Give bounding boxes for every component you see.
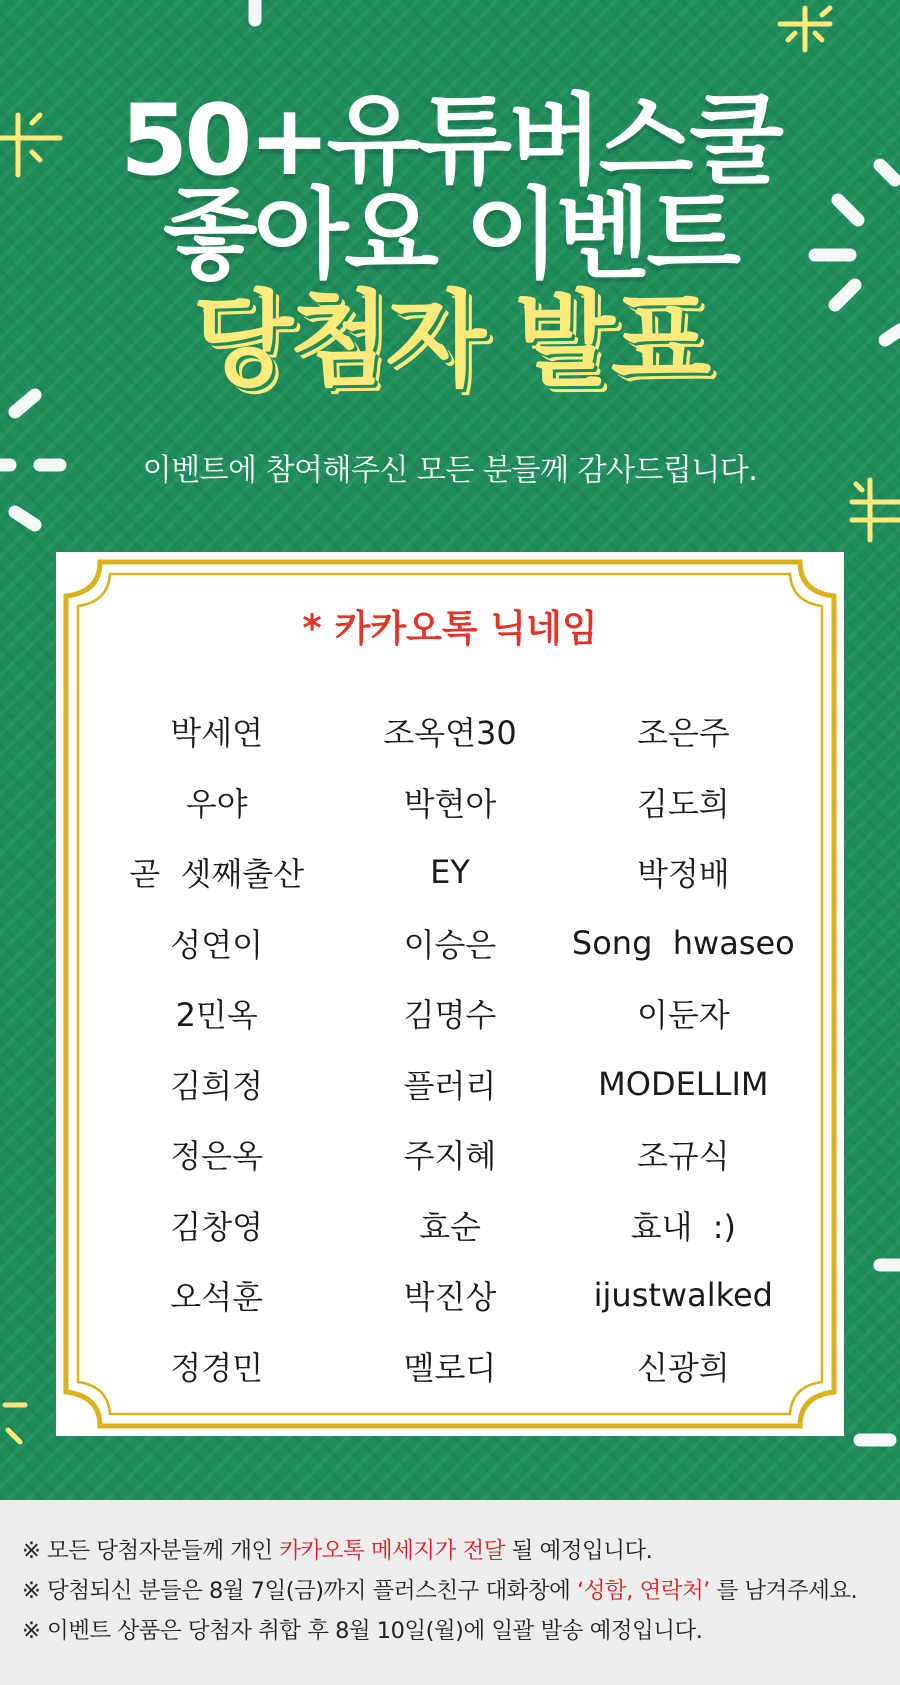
- list-row: [100, 908, 800, 979]
- winner-name: 플러리: [403, 1066, 497, 1105]
- winner-name: 멜로디: [403, 1348, 497, 1387]
- winner-name: 김도희: [636, 784, 730, 823]
- notice-highlight: 카카오톡 메세지가 전달: [279, 1538, 505, 1564]
- list-row: [100, 1260, 800, 1331]
- notice-text: ※ 당첨되신 분들은 8월 7일(금)까지 플러스친구 대화창에: [22, 1578, 578, 1604]
- winner-name: 우야: [185, 784, 248, 823]
- winner-name: 이승은: [403, 925, 497, 964]
- notice-text: ※ 모든 당첨자분들께 개인: [22, 1538, 280, 1564]
- winner-name: 박세연: [170, 714, 264, 753]
- list-row: [100, 1119, 800, 1190]
- list-row: [100, 837, 800, 908]
- winner-name: 정은옥: [170, 1137, 264, 1176]
- winner-name: 조은주: [636, 714, 730, 753]
- winner-name: 효순: [419, 1207, 481, 1246]
- winner-name: MODELLIM: [598, 1064, 769, 1103]
- winner-name: 김창영: [170, 1207, 264, 1246]
- notice-line-1: [22, 1533, 652, 1565]
- notice-text: 를 남겨주세요.: [709, 1578, 858, 1604]
- list-row: [100, 696, 800, 767]
- winner-name: EY: [430, 853, 470, 892]
- winner-name: 조옥연30: [383, 714, 517, 753]
- winner-name: 조규식: [636, 1137, 730, 1176]
- winner-name: 이둔자: [636, 996, 730, 1035]
- list-row: [100, 1049, 800, 1120]
- card-heading: * 카카오톡 닉네임: [302, 607, 598, 650]
- subtitle: 이벤트에 참여해주신 모든 분들께 감사드립니다.: [142, 453, 758, 488]
- notice-highlight: ‘성함, 연락처’: [577, 1578, 710, 1604]
- title-line-2: 좋아요 이벤트: [162, 178, 738, 292]
- list-row: [100, 767, 800, 838]
- winner-name: 박정배: [636, 855, 730, 894]
- winner-name: 박현아: [403, 784, 497, 823]
- winner-name: 효내 :): [630, 1207, 737, 1246]
- winner-name: 김희정: [170, 1066, 264, 1105]
- winner-name: ijustwalked: [593, 1276, 773, 1315]
- notice-line-3: ※ 이벤트 상품은 당첨자 취합 후 8월 10일(월)에 일괄 발송 예정입니다.: [22, 1618, 703, 1644]
- winner-name: 정경민: [170, 1348, 264, 1387]
- winner-name: 박진상: [403, 1278, 497, 1317]
- winner-name: 신광희: [636, 1348, 730, 1387]
- winner-name: 김명수: [403, 996, 497, 1035]
- title-line-3: 당첨자 발표: [192, 279, 708, 401]
- title-line-1: 50+유튜버스쿨: [120, 84, 780, 198]
- winner-name: Song hwaseo: [571, 923, 795, 962]
- winners-list: [100, 696, 800, 1401]
- winner-name: 성연이: [170, 925, 264, 964]
- list-row: [100, 978, 800, 1049]
- list-row: [100, 1331, 800, 1402]
- winner-name: 2민옥: [175, 996, 258, 1035]
- winner-name: 곧 셋째출산: [129, 855, 305, 894]
- winner-name: 오석훈: [170, 1278, 264, 1317]
- notice-text: 될 예정입니다.: [504, 1538, 653, 1564]
- winner-name: 주지혜: [403, 1137, 497, 1176]
- notice-line-2: [22, 1573, 857, 1605]
- list-row: [100, 1190, 800, 1261]
